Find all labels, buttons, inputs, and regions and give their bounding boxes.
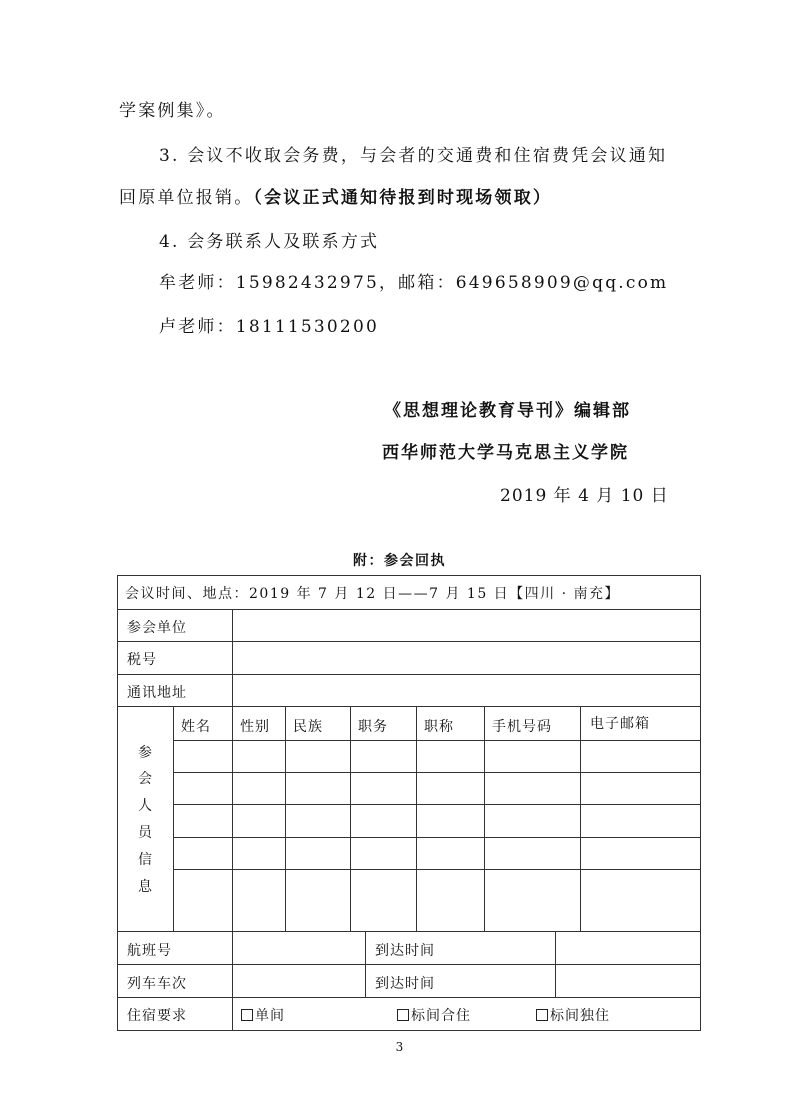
train-label: 列车车次 bbox=[127, 976, 187, 992]
unit-label: 参会单位 bbox=[127, 620, 187, 636]
column-gender: 性别 bbox=[240, 719, 270, 735]
attendee-group-char: 信 bbox=[138, 852, 152, 868]
column-position: 职务 bbox=[358, 719, 388, 735]
column-phone: 手机号码 bbox=[492, 719, 552, 735]
lodging-option-shared[interactable]: 标间合住 bbox=[397, 1005, 471, 1025]
column-email: 电子邮箱 bbox=[590, 716, 650, 732]
lodging-option-private-double[interactable]: 标间独住 bbox=[536, 1005, 610, 1025]
form-header: 会议时间、地点：2019 年 7 月 12 日——7 月 15 日【四川 · 南充】 bbox=[125, 586, 621, 602]
paragraph-continuation: 学案例集》。 bbox=[119, 101, 226, 121]
checkbox-icon[interactable] bbox=[397, 1009, 409, 1021]
lodging-option-single[interactable]: 单间 bbox=[241, 1005, 285, 1025]
tax-id-label: 税号 bbox=[127, 652, 157, 668]
flight-arrival-label: 到达时间 bbox=[375, 943, 435, 959]
item-3-line-1: 3. 会议不收取会务费，与会者的交通费和住宿费凭会议通知 bbox=[159, 146, 668, 166]
signature-editorial: 《思想理论教育导刊》编辑部 bbox=[384, 401, 631, 421]
item-3-text: 回原单位报销。 bbox=[119, 188, 254, 208]
checkbox-icon[interactable] bbox=[241, 1009, 253, 1021]
attendee-group-char: 员 bbox=[138, 825, 152, 841]
lodging-label: 住宿要求 bbox=[127, 1008, 187, 1024]
train-arrival-label: 到达时间 bbox=[375, 976, 435, 992]
page-number: 3 bbox=[395, 1040, 404, 1054]
column-name: 姓名 bbox=[181, 719, 211, 735]
column-ethnicity: 民族 bbox=[293, 719, 323, 735]
signature-date: 2019 年 4 月 10 日 bbox=[500, 486, 669, 506]
item-4-title: 4. 会务联系人及联系方式 bbox=[159, 232, 380, 252]
attendee-group-char: 会 bbox=[138, 771, 152, 787]
item-3-note: （会议正式通知待报到时现场领取） bbox=[253, 188, 553, 208]
attendee-group-char: 人 bbox=[138, 798, 152, 814]
address-label: 通讯地址 bbox=[127, 685, 187, 701]
form-caption: 附：参会回执 bbox=[353, 553, 446, 569]
attendee-group-char: 息 bbox=[138, 879, 152, 895]
contact-mou: 牟老师：15982432975，邮箱：649658909@qq.com bbox=[159, 273, 669, 293]
flight-label: 航班号 bbox=[127, 943, 172, 959]
attendee-group-char: 参 bbox=[138, 745, 152, 761]
signature-college: 西华师范大学马克思主义学院 bbox=[382, 443, 629, 463]
checkbox-icon[interactable] bbox=[536, 1009, 548, 1021]
contact-lu: 卢老师：18111530200 bbox=[159, 317, 379, 337]
column-title: 职称 bbox=[424, 719, 454, 735]
